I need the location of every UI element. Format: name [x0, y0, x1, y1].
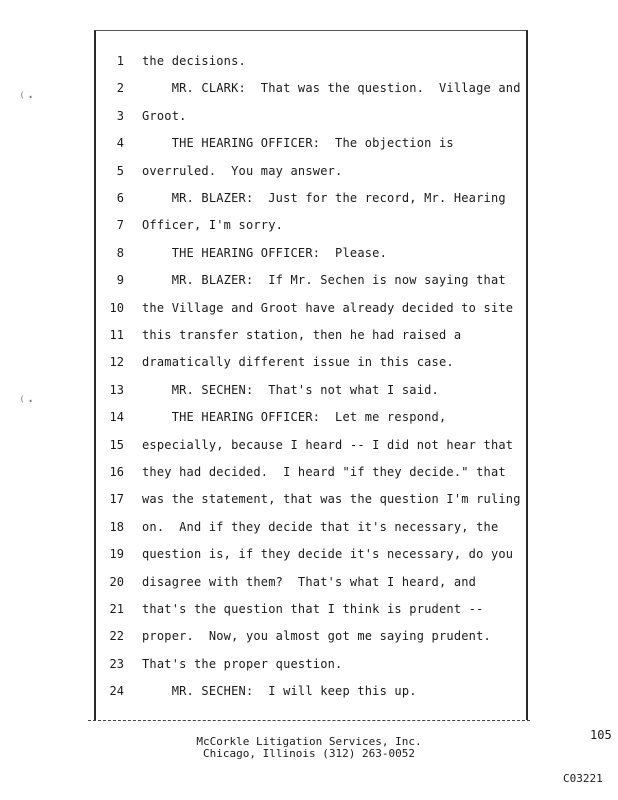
line-number: 2 — [116, 81, 124, 96]
transcript-line — [96, 245, 530, 272]
line-number: 24 — [109, 684, 124, 699]
transcript-line — [96, 163, 530, 190]
line-text: MR. SECHEN: That's not what I said. — [142, 382, 439, 397]
line-text: overruled. You may answer. — [142, 163, 343, 178]
line-text: MR. BLAZER: If Mr. Sechen is now saying that — [142, 273, 506, 288]
page-number: 105 — [590, 728, 612, 742]
line-text: MR. CLARK: That was the question. Village and — [142, 81, 521, 96]
punch-hole-mark: ⁽· — [18, 90, 35, 106]
line-number: 17 — [109, 492, 124, 507]
line-text: proper. Now, you almost got me saying prudent. — [142, 629, 491, 644]
transcript-line — [96, 464, 530, 491]
line-text: the decisions. — [142, 54, 246, 68]
transcript-line — [96, 656, 530, 683]
line-number: 21 — [109, 602, 124, 616]
line-text: THE HEARING OFFICER: Please. — [142, 245, 388, 260]
line-text: Groot. — [142, 108, 187, 123]
transcript-line — [96, 683, 530, 710]
line-number: 7 — [116, 218, 124, 233]
line-text: the Village and Groot have already decided to site — [142, 300, 514, 315]
transcript-line — [96, 628, 530, 655]
line-text: question is, if they decide it's necessary, do you — [142, 547, 514, 562]
line-number: 22 — [109, 629, 124, 644]
line-number: 14 — [109, 410, 124, 425]
transcript-line — [96, 382, 530, 409]
line-text: disagree with them? That's what I heard, and — [142, 574, 477, 589]
line-text: was the statement, that was the question I'm ruling — [142, 492, 521, 507]
line-number: 20 — [109, 574, 124, 589]
line-number: 4 — [116, 136, 124, 151]
line-number: 1 — [116, 54, 124, 68]
line-text: THE HEARING OFFICER: The objection is — [142, 136, 454, 151]
transcript-line — [96, 601, 530, 628]
line-text: especially, because I heard -- I did not hear that — [142, 437, 514, 452]
transcript-line — [96, 354, 530, 381]
line-number: 13 — [109, 382, 124, 397]
transcript-line — [96, 53, 530, 80]
footer-company: McCorkle Litigation Services, Inc. — [196, 735, 422, 748]
punch-hole-mark: ⁽· — [18, 394, 35, 410]
line-number: 23 — [109, 656, 124, 671]
line-number: 6 — [116, 191, 124, 205]
line-number: 12 — [109, 355, 124, 370]
line-text: MR. BLAZER: Just for the record, Mr. Hearing — [142, 191, 506, 205]
line-text: Officer, I'm sorry. — [142, 218, 284, 233]
transcript-line — [96, 519, 530, 546]
transcript-line — [96, 546, 530, 573]
line-text: MR. SECHEN: I will keep this up. — [142, 684, 417, 699]
line-number: 16 — [109, 465, 124, 479]
line-number: 5 — [116, 163, 124, 178]
transcript-line — [96, 327, 530, 354]
line-number: 18 — [109, 519, 124, 534]
transcript-line — [96, 108, 530, 135]
line-number: 3 — [116, 108, 124, 123]
line-number: 8 — [116, 245, 124, 260]
line-text: this transfer station, then he had raised a — [142, 328, 462, 342]
line-text: on. And if they decide that it's necessary, the — [142, 519, 499, 534]
line-number: 9 — [116, 273, 124, 288]
transcript-line — [96, 409, 530, 436]
line-number: 15 — [109, 437, 124, 452]
transcript-line — [96, 80, 530, 107]
footer-contact: Chicago, Illinois (312) 263-0052 — [203, 747, 415, 760]
line-text: That's the proper question. — [142, 656, 343, 671]
line-text: they had decided. I heard "if they decide." that — [142, 465, 506, 479]
transcript-line — [96, 190, 530, 217]
transcript-line — [96, 300, 530, 327]
bates-number: C03221 — [563, 772, 603, 785]
line-number: 11 — [109, 328, 124, 342]
transcript-line — [96, 272, 530, 299]
transcript-line — [96, 491, 530, 518]
line-number: 10 — [109, 300, 124, 315]
transcript-line — [96, 437, 530, 464]
transcript-line — [96, 217, 530, 244]
bottom-rule — [88, 720, 530, 721]
transcript-line — [96, 574, 530, 601]
line-text: that's the question that I think is prudent -- — [142, 602, 484, 616]
line-number: 19 — [109, 547, 124, 562]
transcript-line — [96, 135, 530, 162]
line-text: dramatically different issue in this case. — [142, 355, 454, 370]
line-text: THE HEARING OFFICER: Let me respond, — [142, 410, 447, 425]
